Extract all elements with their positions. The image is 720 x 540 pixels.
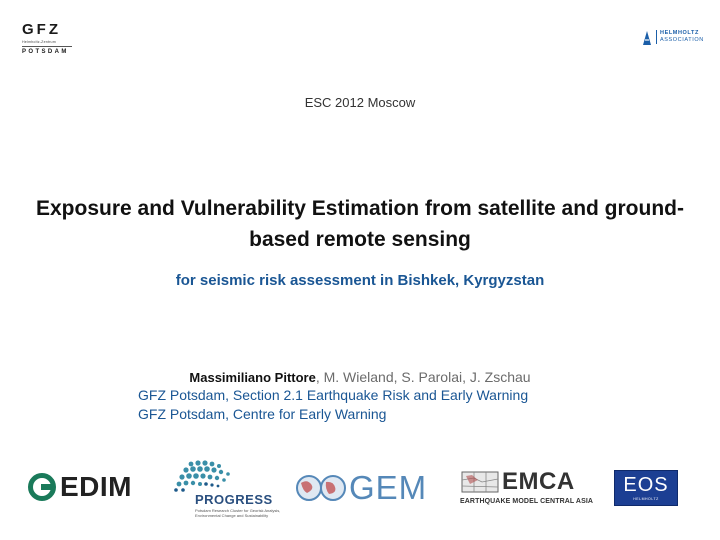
eos-logo [614, 470, 678, 506]
eos-logo-text: EOS [623, 474, 669, 496]
emca-map-icon [460, 468, 500, 496]
progress-logo [165, 458, 300, 526]
gfz-logo-text: GFZ [22, 21, 61, 38]
eos-logo-sub: HELMHOLTZ [633, 497, 659, 501]
gfz-logo-divider [22, 46, 72, 47]
helmholtz-emblem-icon [642, 30, 652, 46]
emca-logo [460, 468, 594, 508]
affiliation-1: GFZ Potsdam, Section 2.1 Earthquake Risk and Early Warning [138, 387, 529, 403]
gfz-logo [22, 22, 78, 62]
gem-logo [295, 468, 427, 508]
helmholtz-logo [642, 30, 706, 52]
progress-dots-icon [173, 458, 243, 494]
lead-author: Massimiliano Pittore [189, 370, 316, 385]
gfz-logo-city: POTSDAM [22, 49, 69, 55]
edim-logo [27, 470, 132, 504]
edim-ring-icon [27, 472, 57, 502]
conference-label: ESC 2012 Moscow [304, 95, 416, 110]
gem-logo-text: GEM [349, 469, 428, 506]
slide-title: Exposure and Vulnerability Estimation from satellite and ground-based remote sensing [36, 197, 684, 251]
emca-logo-sub: EARTHQUAKE MODEL CENTRAL ASIA [460, 498, 594, 505]
emca-logo-text: EMCA [502, 468, 575, 495]
slide-subtitle: for seismic risk assessment in Bishkek, Kyrgyzstan [175, 272, 545, 289]
helmholtz-logo-text [656, 30, 704, 44]
progress-logo-tagline: Potsdam Research Cluster for Georisk Analysis, Environmental Change and Sustainability [195, 508, 281, 518]
gem-globe-icon [295, 473, 347, 503]
edim-logo-text: EDIM [60, 471, 132, 502]
affiliation-2: GFZ Potsdam, Centre for Early Warning [138, 406, 387, 422]
helmholtz-line2: ASSOCIATION [660, 37, 704, 43]
progress-logo-text: PROGRESS [195, 492, 273, 507]
author-line [0, 368, 720, 387]
helmholtz-line1: HELMHOLTZ [660, 30, 699, 36]
co-authors: , M. Wieland, S. Parolai, J. Zschau [315, 369, 531, 385]
gfz-logo-sub: Helmholtz-Zentrum [22, 40, 56, 44]
